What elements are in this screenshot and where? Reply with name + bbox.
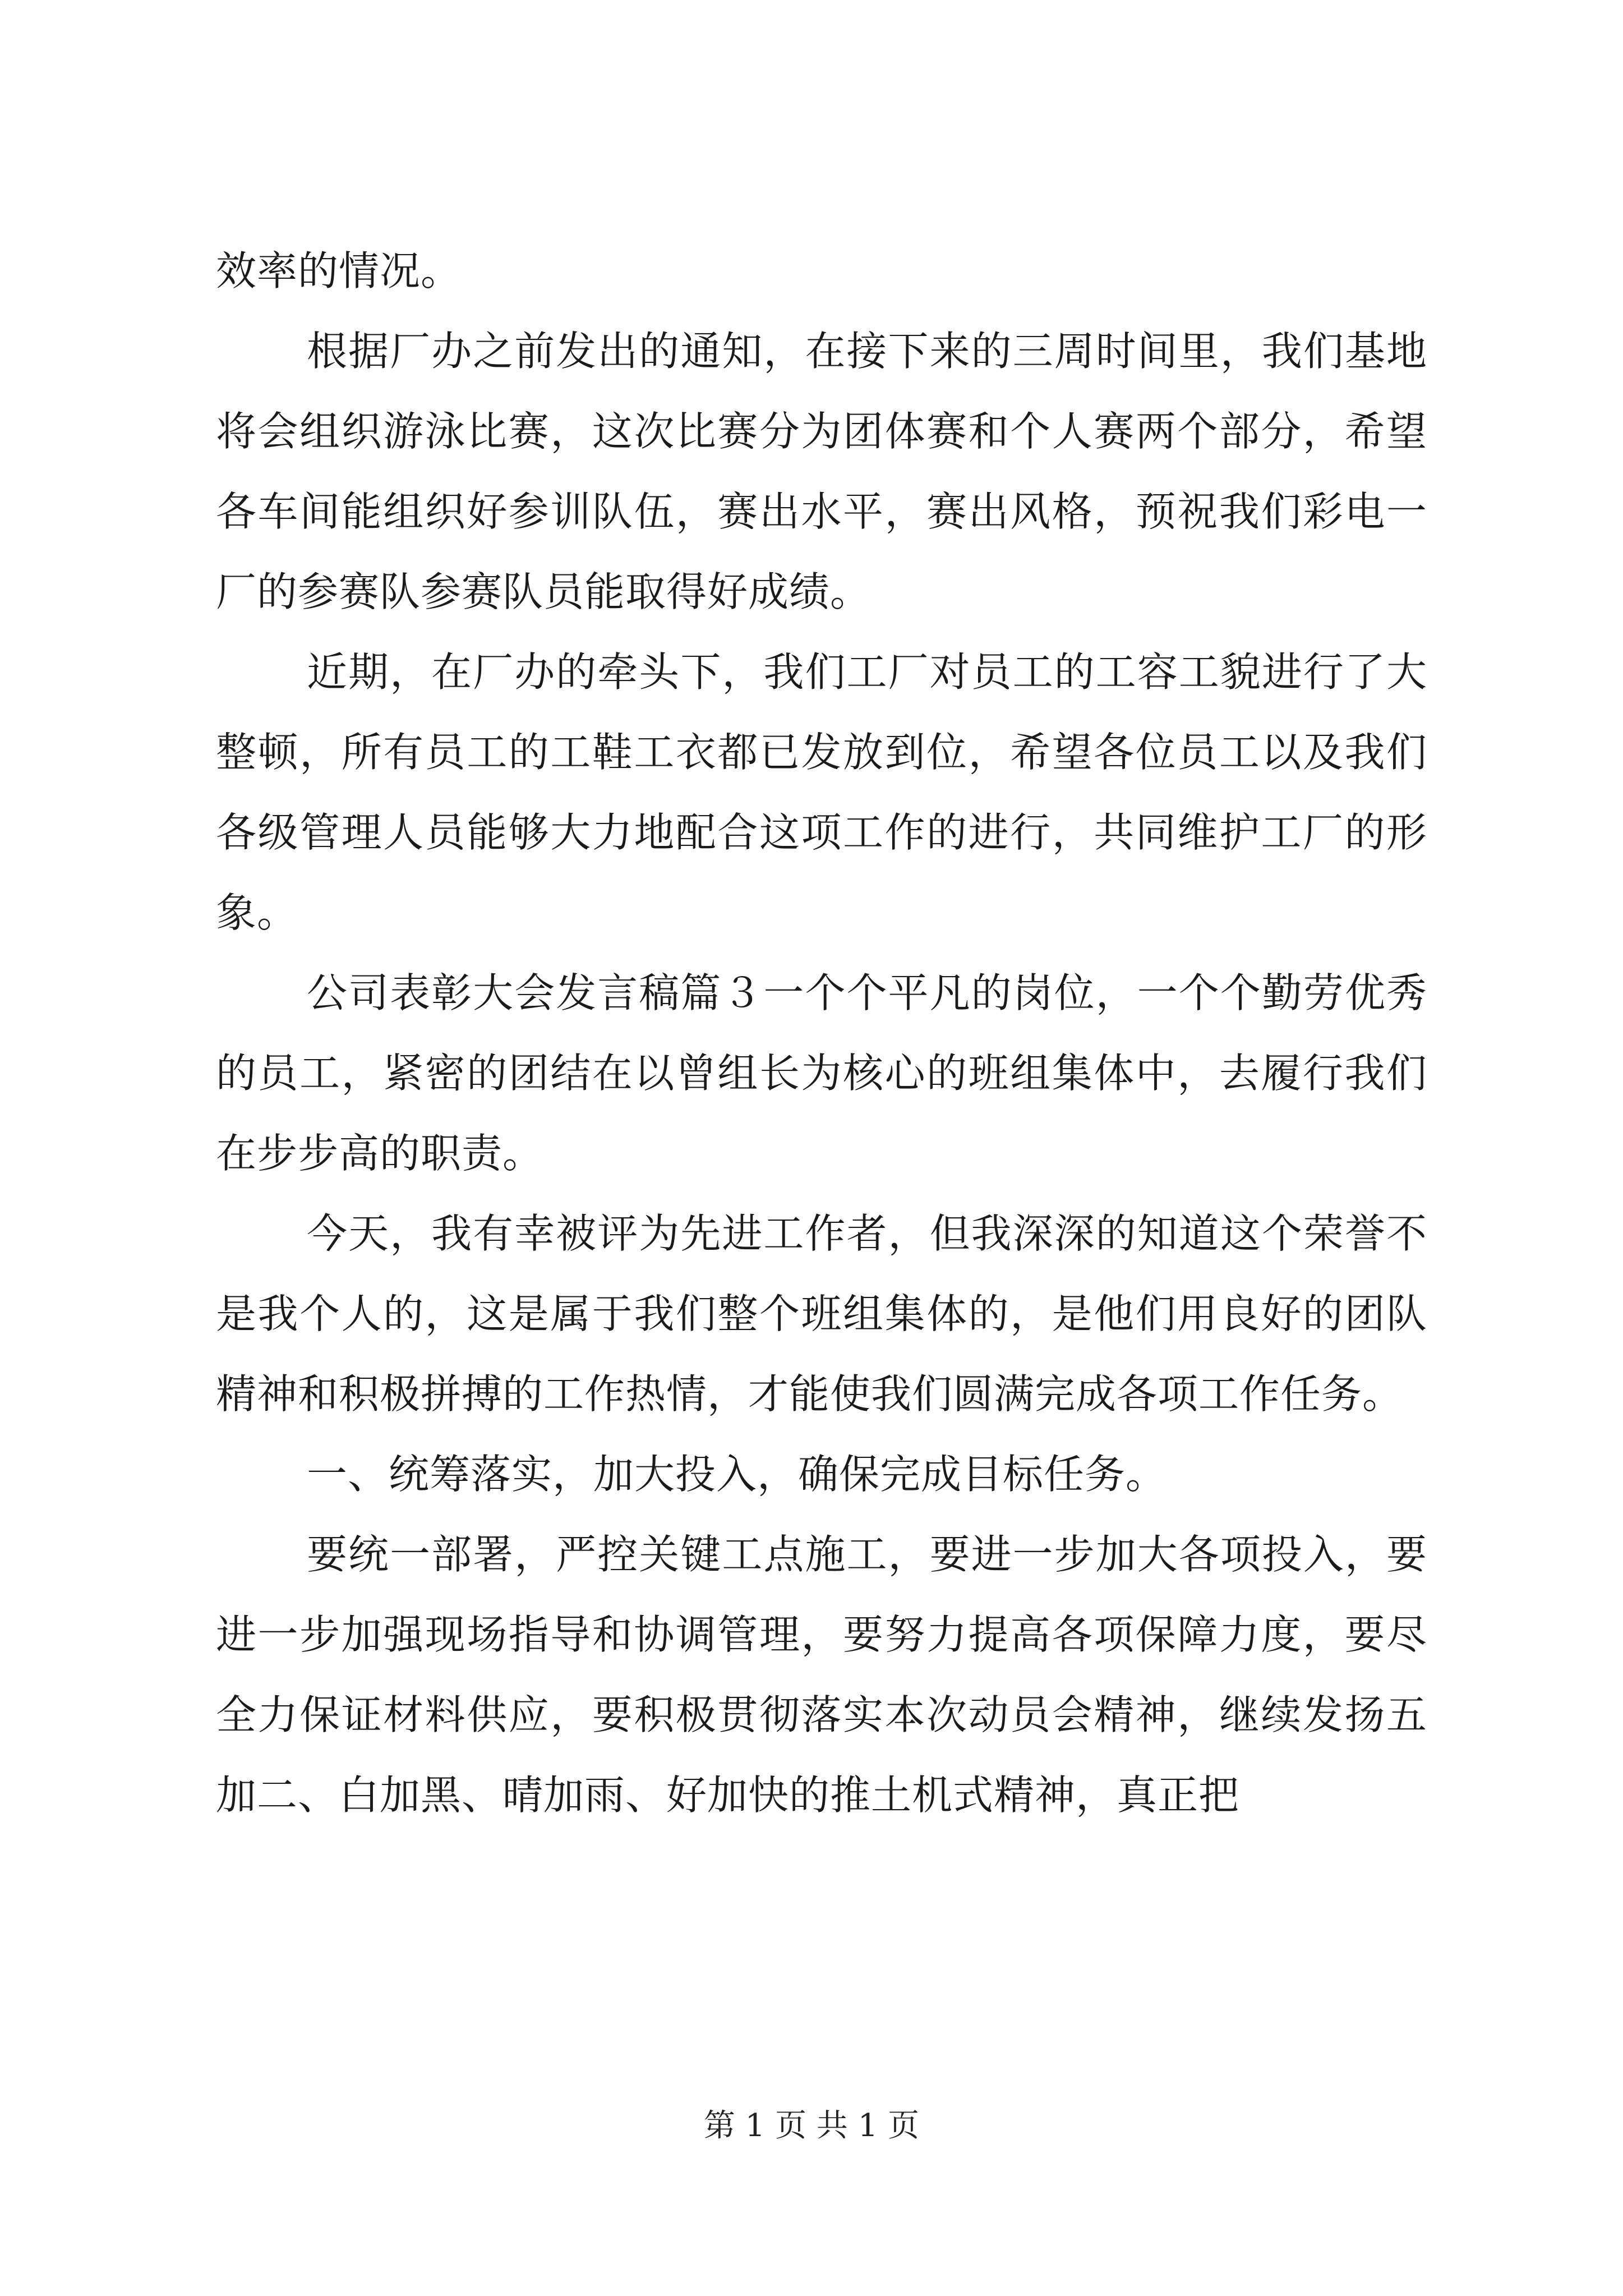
document-body — [216, 231, 1427, 1835]
paragraph-continuation: 效率的情况。 — [216, 247, 462, 295]
paragraph-deployment: 要统一部署，严控关键工点施工，要进一步加大各项投入，要进一步加强现场指导和协调管理，要努力提高各项保障力度，要尽全力保证材料供应，要积极贯彻落实本次动员会精神，继续发扬五加二、白加黑、晴加雨、好加快的推土机式精神，真正把 — [216, 1531, 1427, 1819]
paragraph-section-one: 一、统筹落实，加大投入，确保完成目标任务。 — [307, 1451, 1167, 1498]
paragraph-advanced-worker: 今天，我有幸被评为先进工作者，但我深深的知道这个荣誉不是我个人的，这是属于我们整个班组集体的，是他们用良好的团队精神和积极拼搏的工作热情，才能使我们圆满完成各项工作任务。 — [216, 1210, 1427, 1418]
paragraph-uniform-rectification: 近期，在厂办的牵头下，我们工厂对员工的工容工貌进行了大整顿，所有员工的工鞋工衣都已发放到位，希望各位员工以及我们各级管理人员能够大力地配合这项工作的进行，共同维护工厂的形象。 — [216, 648, 1427, 936]
paragraph-swimming-competition: 根据厂办之前发出的通知，在接下来的三周时间里，我们基地将会组织游泳比赛，这次比赛分为团体赛和个人赛两个部分，希望各车间能组织好参训队伍，赛出水平，赛出风格，预祝我们彩电一厂的参赛队参赛队员能取得好成绩。 — [216, 328, 1427, 615]
paragraph-speech-heading: 公司表彰大会发言稿篇３一个个平凡的岗位，一个个勤劳优秀的员工，紧密的团结在以曾组长为核心的班组集体中，去履行我们在步步高的职责。 — [216, 969, 1427, 1177]
page-footer: 第 1 页 共 1 页 — [703, 2108, 920, 2144]
